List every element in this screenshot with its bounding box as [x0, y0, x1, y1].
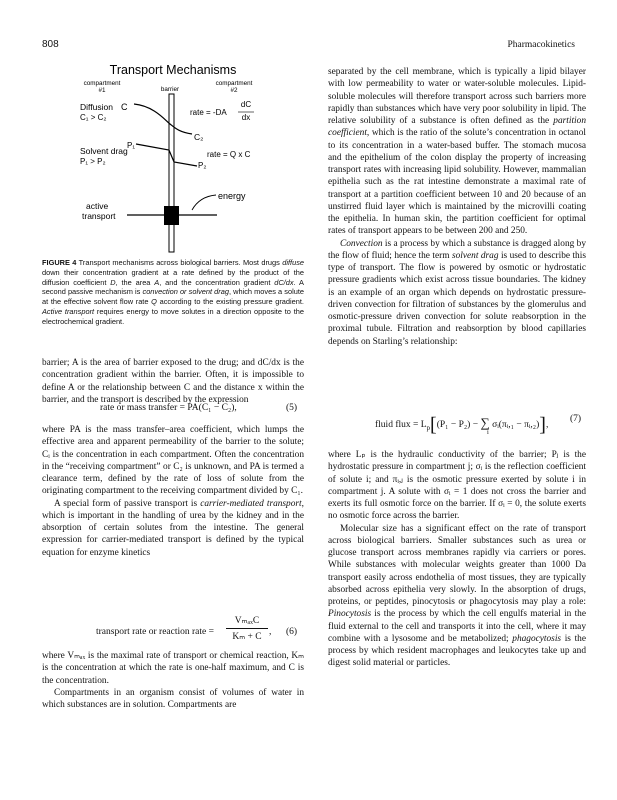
diffusion-condition: C₁ > C₂	[80, 113, 107, 122]
compartment1-number: #1	[98, 87, 106, 94]
left-paragraph-4: where Vₘₐₓ is the maximal rate of transport or chemical reaction, Kₘ is the concentration at which the rate is one-half maximum, and C is the concentration.	[42, 651, 304, 686]
text: A special form of passive transport is	[54, 498, 198, 509]
text: , which is important in the handling of urea by the kidney and in the absorption of certain solutes from the intestine. The general expression for carrier-mediated transport is defined by the typical equation for enzyme kinetics	[42, 498, 304, 558]
eq7-middle: (P₁ − P₂) −	[436, 420, 479, 430]
drag-rate-formula: rate = Q x C	[207, 150, 251, 159]
eq7-lhs: fluid flux = L	[375, 420, 427, 430]
transport-mechanisms-figure	[42, 58, 304, 254]
active-label: active	[86, 201, 109, 211]
left-paragraph-3	[42, 498, 304, 559]
eq7-terms: σᵢ(πᵢ,₁ − πᵢ,₂)	[492, 420, 540, 430]
drag-p2: P₂	[198, 161, 207, 170]
left-column-bottom	[42, 650, 304, 711]
eq7-sigma-index: i	[487, 429, 489, 436]
solvent-drag-label: Solvent drag	[80, 146, 128, 156]
diffusion-curve	[134, 104, 192, 134]
eq7-left-bracket: [	[430, 414, 437, 436]
barrier-label: barrier	[160, 86, 180, 93]
figure-caption	[42, 258, 304, 327]
energy-arrow	[192, 195, 216, 210]
figure-title: Transport Mechanisms	[109, 63, 237, 77]
diffusion-c1: C	[121, 102, 128, 112]
compartment1-label: compartment	[83, 80, 121, 87]
caption-text: requires energy to move solutes in a direction opposite to the electrochemical gradient.	[42, 306, 304, 326]
caption-convection: convection or solvent drag	[142, 287, 229, 297]
right-paragraph-3: where Lₚ is the hydraulic conductivity of the barrier; Pⱼ is the hydrostatic pressure in compartment j; σᵢ is the reflection coefficient of solute i; and πᵢ,ⱼ is the osmotic pressure exerted by solute i in compartment j. A solute with σᵢ = 1 does not cross the barrier and exerts its full osmotic force on the barrier. If σᵢ = 0, the solute exerts no osmotic force across the barrier.	[328, 450, 586, 522]
equation-6-comma: ,	[269, 627, 272, 637]
right-column-top	[328, 66, 586, 348]
drag-p1: P₁	[127, 141, 136, 150]
equation-6-number: (6)	[286, 627, 298, 637]
caption-diffuse: diffuse	[282, 258, 304, 267]
left-paragraph-2: where PA is the mass transfer–area coefficient, which lumps the effective area and apparent permeability of the barrier to the solute; Cᵢ is the concentration in each compartment. Often the concentration in the “receiving compartment” or C₂ is unknown, and PA is termed a clearance term, defined by the rate of loss of solute from the originating compartment to the receiving compartment divided by C₁.	[42, 425, 304, 497]
page-number: 808	[42, 39, 59, 50]
drag-condition: P₁ > P₂	[80, 157, 106, 166]
left-paragraph-1: barrier; A is the area of barrier exposed to the drug; and dC/dx is the concentration gradient within the barrier. Often, it is impossible to define A or the relationship between C and the distance x within the barrier, and the transport is described by the expression	[42, 358, 304, 405]
caption-text: down their concentration gradient at a rate defined by the product of the diffusion coefficient	[42, 267, 304, 287]
left-column-top	[42, 357, 304, 406]
right-column-bottom	[328, 449, 586, 670]
caption-dcdx: dC/dx	[274, 277, 294, 287]
barrier-membrane	[169, 94, 174, 252]
eq7-sigma: ∑	[480, 415, 490, 430]
compartment2-number: #2	[230, 87, 238, 94]
text: is used to describe this type of transport. The flow is powered by osmotic or hydrostatic pressure gradients which exist across tissue boundaries. The kidney is an example of an organ which depends on hydrostatic pressure-driven convection for filtration of substances by the glomerulus and osmotic-pressure driven convection for solute reabsorption in the proximal tubule. Filtration and reabsorption by blood capillaries depends on Starling’s relationship:	[328, 250, 586, 347]
drag-pressure-line	[136, 144, 197, 166]
text: is the process by which the cell engulfs material in the fluid external to the cell and transports it into the cell, where it may combine with a lysosome and be metabolized;	[328, 609, 586, 644]
energy-label: energy	[218, 191, 246, 201]
caption-text: , and the concentration gradient	[159, 277, 271, 287]
equation-6-denominator: Kₘ + C	[232, 632, 262, 642]
text: , which is the ratio of the solute’s concentration in octanol to its concentration in a water-based buffer. The stomach mucosa and the epithelium of the colon display the property of increasing transport rates with increasing lipid solubility. However, mammalian epithelia such as the rat intestine demonstrate a maximal rate of transport at a partition coefficient between 10 and 20 because of an unstirred fluid layer which is maintained by the microvilli coating the epithelia. In human skin, the partition coefficient for optimal rates of transport appears to be between 200 and 250.	[328, 128, 586, 237]
phagocytosis-term: phagocytosis	[512, 633, 562, 644]
text: Molecular size has a significant effect on the rate of transport across biological barriers. Smaller substances such as urea or glucose transport across membranes rapidly via carriers or pores. While substances with molecular weights greater than 1000 Da transport easily across endothelia of most tissues, they are typically absorbed across epithelia very slowly. In the absorption of drugs, proteins, or peptides, pinocytosis or phagocytosis may play a role:	[328, 523, 586, 607]
pinocytosis-term: Pinocytosis	[328, 609, 372, 620]
diffusion-label: Diffusion	[80, 102, 113, 112]
caption-a: A	[154, 277, 160, 287]
caption-active-transport: Active transport	[42, 306, 95, 316]
caption-text: according to the existing pressure gradient.	[159, 297, 304, 307]
text: is the process by which resident macrophages and leukocytes take up and digest solid material or particles.	[328, 633, 586, 669]
caption-text: . A second passive mechanism is	[42, 277, 304, 297]
eq7-right-bracket: ]	[539, 414, 546, 436]
equation-6-numerator: VₘₐₓC	[234, 616, 260, 626]
diffusion-dx: dx	[241, 113, 251, 122]
compartment2-label: compartment	[215, 80, 253, 87]
transport-label: transport	[82, 211, 116, 221]
active-transport-pump	[164, 206, 179, 225]
equation-7	[375, 414, 548, 437]
caption-text: , which moves a solute at the effective solvent flow rate	[42, 287, 304, 307]
equation-7-number: (7)	[570, 414, 582, 424]
caption-label: FIGURE 4	[42, 258, 77, 267]
diffusion-dc: dC	[240, 100, 252, 109]
left-column-middle	[42, 424, 304, 559]
caption-q: Q	[151, 297, 157, 307]
eq7-comma: ,	[545, 420, 549, 430]
right-paragraph-2	[328, 238, 586, 348]
eq7-lp-sub: p	[426, 423, 431, 432]
caption-text: Transport mechanisms across biological barriers. Most drugs	[78, 258, 280, 267]
diffusion-rate-formula: rate = -DA	[190, 108, 227, 117]
carrier-mediated-term: carrier-mediated transport	[200, 498, 302, 509]
running-title: Pharmacokinetics	[507, 40, 575, 50]
convection-term: Convection	[340, 238, 383, 249]
left-paragraph-5: Compartments in an organism consist of volumes of water in which substances are in solution. Compartments are	[42, 687, 304, 710]
solvent-drag-term: solvent drag	[451, 250, 499, 261]
caption-d: D	[110, 277, 116, 287]
equation-6-lhs: transport rate or reaction rate =	[96, 627, 214, 637]
text: separated by the cell membrane, which is typically a lipid bilayer with low permeability to water or water-soluble molecules. Lipid-soluble molecules will therefore transport across such barriers more rapidly than substances which have very poor solubility in lipid. The relative solubility of a substance is often defined as the	[328, 67, 586, 126]
diffusion-c2: C₂	[194, 132, 204, 142]
equation-5: rate or mass transfer = PA(C₁ − C₂),	[100, 403, 237, 413]
right-paragraph-1	[328, 66, 586, 238]
text: is a process by which a substance is dragged along by the flow of fluid; hence the term	[328, 238, 586, 261]
right-paragraph-4	[328, 523, 586, 670]
caption-text: , the area	[115, 277, 151, 287]
equation-6-fraction-bar	[226, 628, 268, 629]
partition-coefficient-term: partition coefficient	[328, 116, 586, 139]
equation-5-number: (5)	[286, 403, 298, 413]
